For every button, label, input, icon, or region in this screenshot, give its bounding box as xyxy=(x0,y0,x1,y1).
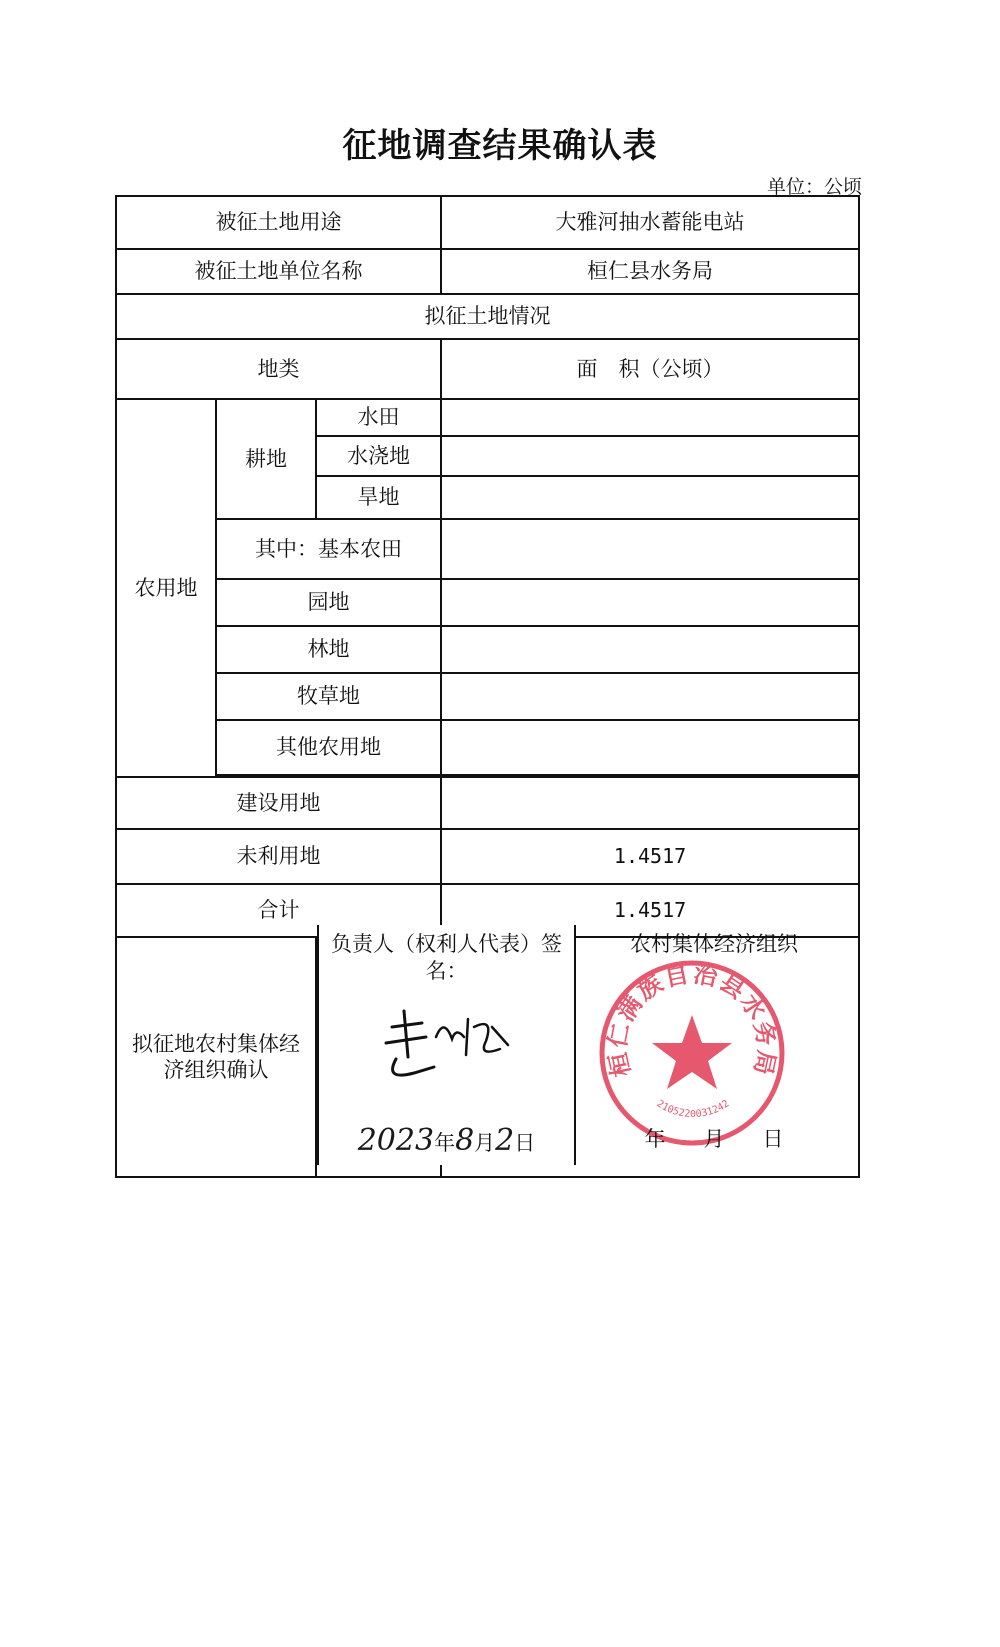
org-year-char: 年 xyxy=(644,1127,666,1151)
total-value: 1.4517 xyxy=(441,884,859,937)
page-title: 征地调查结果确认表 xyxy=(342,126,658,166)
confirmation-label: 拟征地农村集体经济组织确认 xyxy=(116,937,316,1177)
unused-land-label: 未利用地 xyxy=(116,829,441,884)
cultivated-land-label: 耕地 xyxy=(216,399,316,519)
basic-farmland-value xyxy=(441,519,859,579)
org-date xyxy=(572,1123,856,1153)
section-header: 拟征土地情况 xyxy=(116,294,859,339)
written-month: 8 xyxy=(455,1123,475,1158)
garden-land-label: 园地 xyxy=(216,579,441,626)
pasture-land-label: 牧草地 xyxy=(216,673,441,720)
seal-star-icon xyxy=(652,1015,732,1089)
other-agricultural-label: 其他农用地 xyxy=(216,720,441,775)
unit-name-value: 桓仁县水务局 xyxy=(441,249,859,294)
unit-name-label: 被征土地单位名称 xyxy=(116,249,441,294)
agricultural-land-label: 农用地 xyxy=(116,399,216,777)
seal-text: 桓仁满族自治县水务局 xyxy=(603,959,781,1080)
basic-farmland-label: 其中：基本农田 xyxy=(216,519,441,579)
org-header: 农村集体经济组织 xyxy=(630,932,798,956)
written-year: 2023 xyxy=(357,1123,435,1158)
land-use-value: 大雅河抽水蓄能电站 xyxy=(441,196,859,249)
signature-block xyxy=(317,925,576,1165)
handwritten-signature xyxy=(374,997,524,1087)
svg-text:2105220031242 xyxy=(654,1098,731,1120)
dry-land-label: 旱地 xyxy=(316,476,441,519)
land-use-label: 被征土地用途 xyxy=(116,196,441,249)
forest-land-value xyxy=(441,626,859,673)
other-agricultural-value xyxy=(441,720,859,775)
unused-land-value: 1.4517 xyxy=(441,829,859,884)
signature-date xyxy=(319,1123,574,1158)
month-char: 月 xyxy=(474,1131,496,1155)
construction-land-label: 建设用地 xyxy=(116,777,441,829)
written-day: 2 xyxy=(495,1123,515,1158)
paddy-field-label: 水田 xyxy=(316,399,441,436)
org-day-char: 日 xyxy=(762,1127,784,1151)
construction-land-value xyxy=(441,777,859,829)
year-char: 年 xyxy=(434,1131,456,1155)
day-char: 日 xyxy=(514,1131,536,1155)
org-block xyxy=(572,925,856,1165)
unit-label: 单位：公顷 xyxy=(766,176,862,198)
garden-land-value xyxy=(441,579,859,626)
irrigated-land-value xyxy=(441,436,859,476)
dry-land-value xyxy=(441,476,859,519)
irrigated-land-label: 水浇地 xyxy=(316,436,441,476)
total-label: 合计 xyxy=(116,884,441,937)
forest-land-label: 林地 xyxy=(216,626,441,673)
person-signature-header: 负责人（权利人代表）签名： xyxy=(331,932,562,984)
paddy-field-value xyxy=(441,399,859,436)
pasture-land-value xyxy=(441,673,859,720)
seal-number: 2105220031242 xyxy=(654,1098,732,1121)
land-type-header: 地类 xyxy=(116,339,441,399)
org-month-char: 月 xyxy=(703,1127,725,1151)
area-header: 面 积（公顷） xyxy=(441,339,859,399)
